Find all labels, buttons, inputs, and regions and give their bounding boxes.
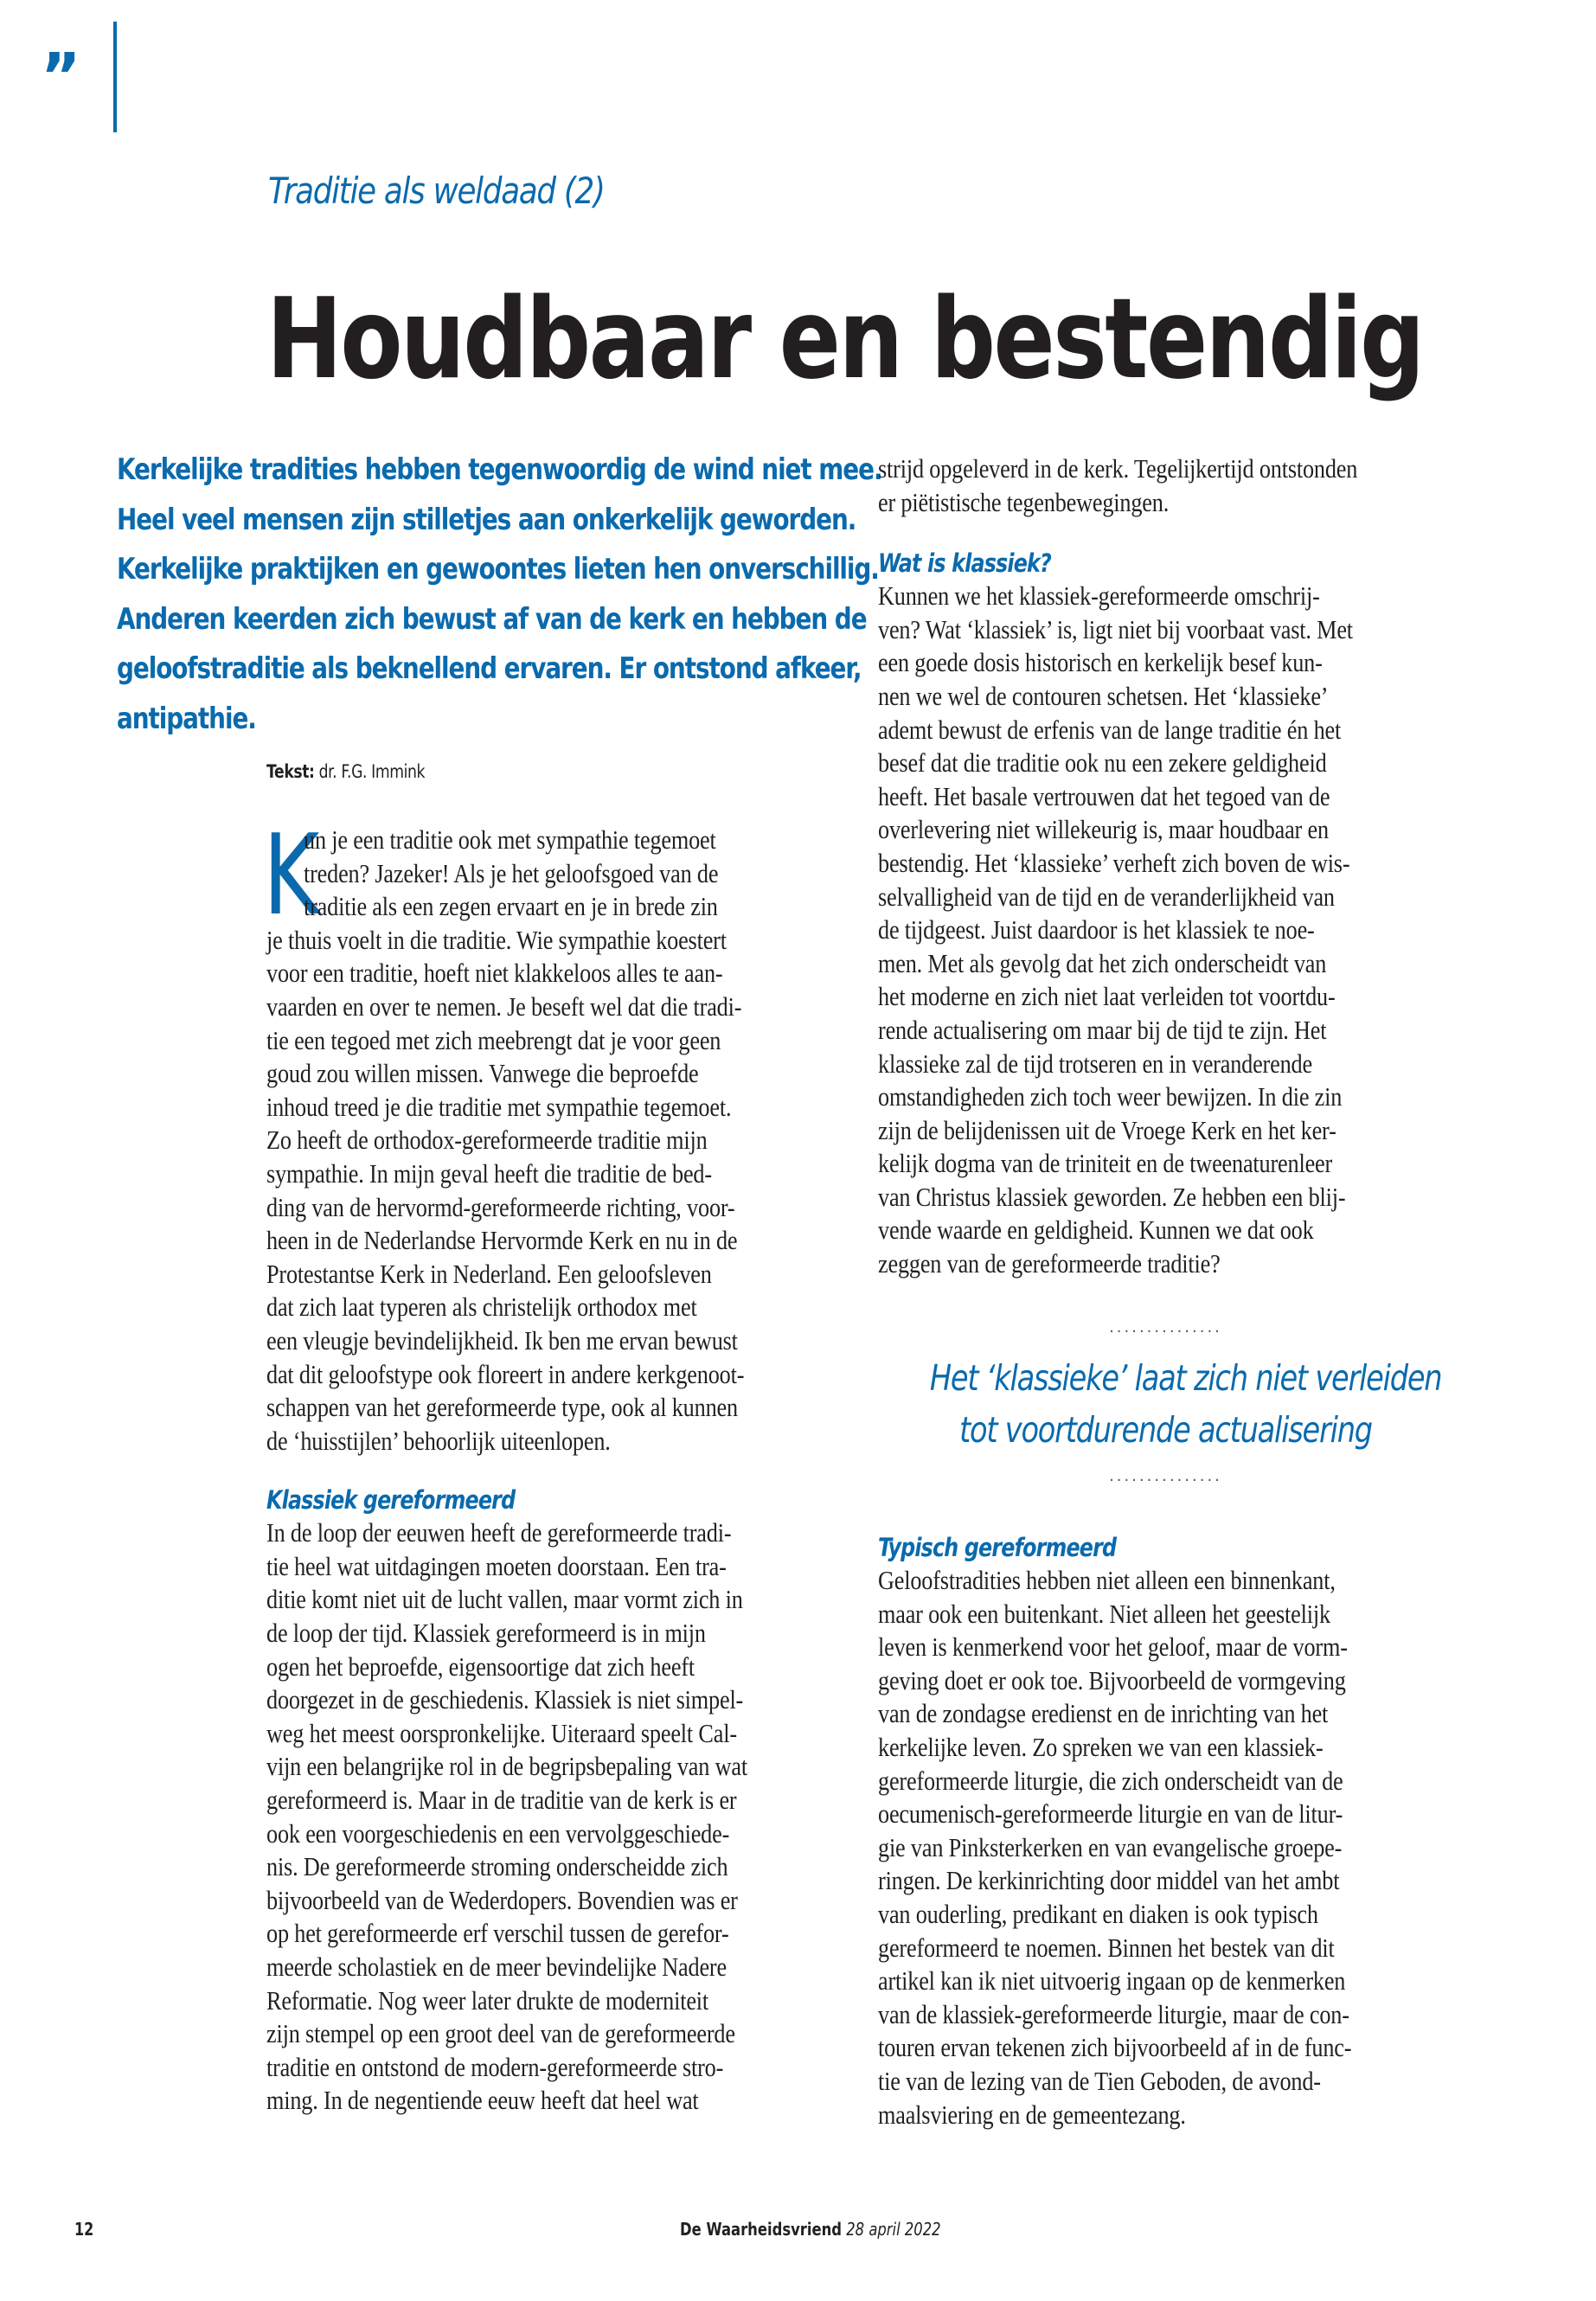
pull-quote-line: tot voortdurende actualisering bbox=[959, 1409, 1372, 1451]
body-line: vijn een belangrijke rol in de begripsbepaling van wat bbox=[266, 1752, 747, 1782]
body-line: sympathie. In mijn geval heeft die traditie de bed- bbox=[266, 1158, 712, 1189]
body-line: gereformeerd te noemen. Binnen het bestek van dit bbox=[878, 1932, 1335, 1963]
body-line: maar ook een buitenkant. Niet alleen het geestelijk bbox=[878, 1599, 1330, 1629]
intro-line: Kerkelijke praktijken en gewoontes lieten hen onverschillig. bbox=[117, 552, 879, 586]
publication-date: 28 april 2022 bbox=[846, 2219, 941, 2240]
body-line: Geloofstradities hebben niet alleen een binnenkant, bbox=[878, 1566, 1336, 1595]
body-line: zeggen van de gereformeerde traditie? bbox=[878, 1249, 1221, 1279]
body-line: van ouderling, predikant en diaken is ook typisch bbox=[878, 1899, 1318, 1929]
body-line: je thuis voelt in die traditie. Wie sympathie koestert bbox=[266, 925, 727, 955]
intro-line: Kerkelijke tradities hebben tegenwoordig de wind niet mee. bbox=[117, 452, 882, 487]
body-line: het moderne en zich niet laat verleiden tot voortdu- bbox=[878, 982, 1336, 1012]
body-line: bijvoorbeeld van de Wederdopers. Bovendien was er bbox=[266, 1885, 738, 1915]
body-line: men. Met als gevolg dat het zich onderscheidt van bbox=[878, 948, 1327, 978]
subheading-klassiek-gereformeerd: Klassiek gereformeerd bbox=[266, 1485, 516, 1516]
subheading-typisch-gereformeerd: Typisch gereformeerd bbox=[878, 1533, 1117, 1562]
body-line: strijd opgeleverd in de kerk. Tegelijkertijd ontstonden bbox=[878, 454, 1358, 484]
body-line: tie van de lezing van de Tien Geboden, de avond- bbox=[878, 2066, 1321, 2096]
body-line: touren ervan tekenen zich bijvoorbeeld af in de func- bbox=[878, 2033, 1352, 2063]
body-line: rende actualisering om maar bij de tijd te zijn. Het bbox=[878, 1015, 1327, 1045]
body-line: oecumenisch-gereformeerde liturgie en van de litur- bbox=[878, 1799, 1343, 1830]
body-line: van de zondagse eredienst en de inrichting van het bbox=[878, 1699, 1329, 1729]
body-line: ook een voorgeschiedenis en een vervolggeschiede- bbox=[266, 1818, 730, 1849]
pull-quote-line: Het ‘klassieke’ laat zich niet verleiden bbox=[929, 1357, 1442, 1399]
intro-line: Anderen keerden zich bewust af van de kerk en hebben de bbox=[117, 601, 867, 637]
left-column bbox=[263, 811, 842, 2118]
closing-quote-icon: ” bbox=[41, 40, 76, 114]
body-line: er piëtistische tegenbewegingen. bbox=[878, 487, 1170, 517]
drop-cap: K bbox=[263, 811, 320, 940]
article-title: Houdbaar en bestendig bbox=[266, 275, 1423, 404]
body-line: klassieke zal de tijd trotseren en in veranderende bbox=[878, 1048, 1312, 1079]
body-line: heeft. Het basale vertrouwen dat het tegoed van de bbox=[878, 781, 1330, 811]
body-line: zijn de belijdenissen uit de Vroege Kerk en het ker- bbox=[878, 1115, 1336, 1145]
publication-footer bbox=[680, 2219, 941, 2240]
body-line: nen we wel de contouren schetsen. Het ‘klassieke’ bbox=[878, 681, 1329, 711]
body-line: van Christus klassiek geworden. Ze hebben een blij- bbox=[878, 1182, 1346, 1212]
body-line: gie van Pinksterkerken en van evangelische groepe- bbox=[878, 1832, 1343, 1862]
body-line: Kunnen we het klassiek-gereformeerde omschrij- bbox=[878, 581, 1320, 612]
body-line: leven is kenmerkend voor het geloof, maar de vorm- bbox=[878, 1632, 1348, 1663]
body-line: een vleugje bevindelijkheid. Ik ben me ervan bewust bbox=[266, 1325, 738, 1356]
pull-quote bbox=[878, 1319, 1453, 1485]
body-line: weg het meest oorspronkelijke. Uiteraard speelt Cal- bbox=[266, 1718, 737, 1748]
paragraph-gap bbox=[266, 1458, 842, 1484]
body-line: bestendig. Het ‘klassieke’ verheft zich boven de wis- bbox=[878, 848, 1350, 878]
body-line: maalsviering en de gemeentezang. bbox=[878, 2099, 1186, 2130]
pull-quote-top-dots: ............... bbox=[1109, 1318, 1222, 1336]
body-line: geving doet er ook toe. Bijvoorbeeld de vormgeving bbox=[878, 1665, 1346, 1695]
body-line: Zo heeft de orthodox-gereformeerde traditie mijn bbox=[266, 1125, 708, 1156]
body-line: ming. In de negentiende eeuw heeft dat heel wat bbox=[266, 2086, 699, 2116]
body-line: gereformeerde liturgie, die zich onderscheidt van de bbox=[878, 1766, 1343, 1796]
publication-name: De Waarheidsvriend bbox=[680, 2219, 843, 2240]
paragraph bbox=[878, 1564, 1453, 2131]
body-line: doorgezet in de geschiedenis. Klassiek is niet simpel- bbox=[266, 1685, 744, 1715]
body-line: de loop der tijd. Klassiek gereformeerd is in mijn bbox=[266, 1618, 706, 1649]
intro-line: geloofstraditie als beknellend ervaren. Er ontstond afkeer, bbox=[117, 651, 862, 686]
body-line: tie een tegoed met zich meebrengt dat je voor geen bbox=[266, 1025, 721, 1055]
intro-line: antipathie. bbox=[117, 701, 256, 736]
intro-line: Heel veel mensen zijn stilletjes aan onkerkelijk geworden. bbox=[117, 502, 856, 537]
body-line: zijn stempel op een groot deel van de gereformeerde bbox=[266, 2019, 735, 2049]
body-line: kerkelijke leven. Zo spreken we van een klassiek- bbox=[878, 1732, 1324, 1762]
body-line: tie heel wat uitdagingen moeten doorstaan. Een tra- bbox=[266, 1551, 727, 1581]
body-line: gereformeerd is. Maar in de traditie van de kerk is er bbox=[266, 1785, 737, 1816]
article-intro bbox=[117, 445, 882, 744]
paragraph-gap bbox=[878, 519, 1453, 547]
body-line: traditie en ontstond de modern-gereformeerde stro- bbox=[266, 2052, 724, 2082]
body-line: selvalligheid van de tijd en de veranderlijkheid van bbox=[878, 881, 1335, 912]
body-line: vende waarde en geldigheid. Kunnen we dat ook bbox=[878, 1215, 1314, 1246]
body-line: dat dit geloofstype ook floreert in andere kerkgenoot- bbox=[266, 1359, 745, 1389]
body-line: treden? Jazeker! Als je het geloofsgoed van de bbox=[304, 858, 719, 888]
right-column bbox=[878, 452, 1453, 1281]
body-line: traditie als een zegen ervaart en je in brede zin bbox=[304, 892, 718, 922]
paragraph bbox=[266, 1516, 842, 2118]
section-divider-line bbox=[113, 22, 117, 132]
body-line: overlevering niet willekeurig is, maar houdbaar en bbox=[878, 815, 1329, 845]
byline-label: Tekst: bbox=[266, 761, 315, 782]
body-line: een goede dosis historisch en kerkelijk besef kun- bbox=[878, 648, 1323, 678]
body-line: ringen. De kerkinrichting door middel van het ambt bbox=[878, 1866, 1340, 1896]
page-number: 12 bbox=[74, 2219, 94, 2240]
paragraph bbox=[878, 580, 1453, 1280]
body-line: ding van de hervormd-gereformeerde richting, voor- bbox=[266, 1192, 735, 1222]
body-line: schappen van het gereformeerde type, ook al kunnen bbox=[266, 1393, 738, 1423]
subheading-wat-is-klassiek: Wat is klassiek? bbox=[878, 548, 1051, 579]
body-line: ademt bewust de erfenis van de lange traditie én het bbox=[878, 715, 1342, 745]
body-line: dat zich laat typeren als christelijk orthodox met bbox=[266, 1292, 697, 1323]
body-line: goud zou willen missen. Vanwege die beproefde bbox=[266, 1059, 699, 1089]
body-line: Reformatie. Nog weer later drukte de moderniteit bbox=[266, 1985, 709, 2016]
paragraph bbox=[266, 924, 842, 1458]
right-column-lower bbox=[878, 1531, 1453, 2131]
body-line: de ‘huisstijlen’ behoorlijk uiteenlopen. bbox=[266, 1426, 611, 1456]
body-line: op het gereformeerde erf verschil tussen de gerefor- bbox=[266, 1919, 729, 1949]
body-line: nis. De gereformeerde stroming onderscheidde zich bbox=[266, 1852, 728, 1882]
body-line: de tijdgeest. Juist daardoor is het klassiek te noe- bbox=[878, 915, 1315, 945]
body-line: meerde scholastiek en de meer bevindelijke Nadere bbox=[266, 1952, 727, 1982]
body-line: artikel kan ik niet uitvoerig ingaan op de kenmerken bbox=[878, 1966, 1346, 1997]
body-line: Protestantse Kerk in Nederland. Een geloofsleven bbox=[266, 1259, 712, 1289]
body-line: heen in de Nederlandse Hervormde Kerk en nu in de bbox=[266, 1226, 738, 1256]
paragraph bbox=[878, 452, 1453, 519]
body-line: voor een traditie, hoeft niet klakkeloos alles te aan- bbox=[266, 958, 723, 989]
body-line: kelijk dogma van de triniteit en de tweenaturenleer bbox=[878, 1149, 1333, 1179]
body-line: ogen het beproefde, eigensoortige dat zich heeft bbox=[266, 1651, 695, 1682]
body-line: inhoud treed je die traditie met sympathie tegemoet. bbox=[266, 1092, 732, 1122]
byline-author: dr. F.G. Immink bbox=[318, 761, 426, 782]
body-line: omstandigheden zich toch weer bewijzen. In die zin bbox=[878, 1082, 1343, 1112]
body-line: un je een traditie ook met sympathie tegemoet bbox=[304, 825, 716, 855]
article-kicker: Traditie als weldaad (2) bbox=[268, 170, 605, 212]
body-line: besef dat die traditie ook nu een zekere geldigheid bbox=[878, 748, 1327, 779]
body-line: ditie komt niet uit de lucht vallen, maar vormt zich in bbox=[266, 1585, 743, 1615]
pull-quote-bottom-dots: ............... bbox=[1109, 1467, 1222, 1485]
byline bbox=[266, 761, 425, 782]
body-line: ven? Wat ‘klassiek’ is, ligt niet bij voorbaat vast. Met bbox=[878, 614, 1353, 644]
body-line: In de loop der eeuwen heeft de gereformeerde tradi- bbox=[266, 1518, 732, 1548]
body-line: vaarden en over te nemen. Je beseft wel dat die tradi- bbox=[266, 991, 742, 1022]
body-line: van de klassiek-gereformeerde liturgie, maar de con- bbox=[878, 1999, 1349, 2029]
pull-quote-text bbox=[878, 1352, 1453, 1456]
